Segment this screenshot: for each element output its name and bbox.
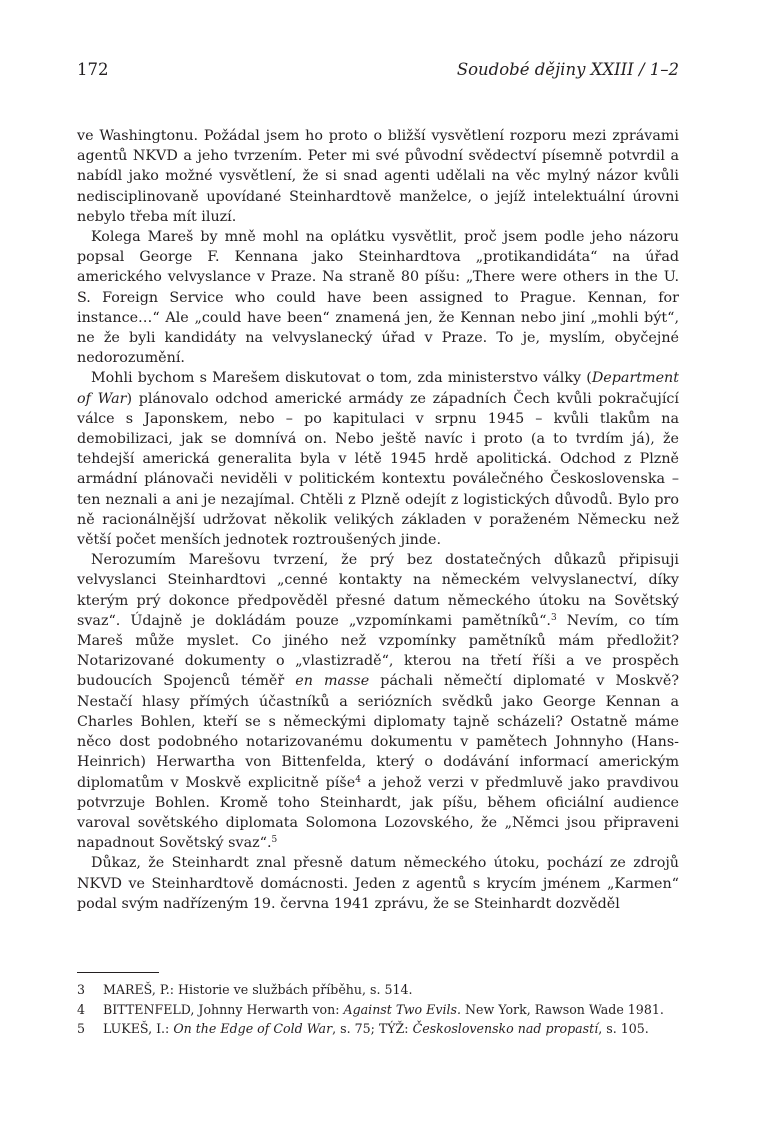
footnote-text: BITTENFELD, Johnny Herwarth von: [103,1001,344,1017]
footnote-italic-title: Against Two Evils. [343,1001,461,1017]
page-header [77,60,679,86]
footnote-3 [77,980,679,1000]
paragraph-5: Důkaz, že Steinhardt znal přesně datum německého útoku, pochází ze zdrojů NKVD ve Steinhardtově domácnosti. Jeden z agentů s krycím jménem „Karmen“ podal svým nadřízeným 19. června 1941 zprávu, že se Steinhardt dozvěděl [77,855,679,912]
page-number: 172 [77,60,109,79]
footnote-5 [77,1019,679,1039]
paragraph-3-italic: Department of War [77,370,679,407]
paragraph-4-part-c: páchali němečtí diplomaté v Moskvě? Nestačí hlasy přímých účastníků a seriózních svědků jako George Kennan a Charles Bohlen, kteří se s německými diplomaty tajně scházeli? Ostatně máme něco dost podobného notarizovanému dokumentu v pamětech Johnnyho (Hans-Heinrich) Herwartha von Bittenfelda, který o dodávání informací americkým diplomatům v Moskvě explicitně píše [77,673,679,791]
body-text [77,126,679,914]
paragraph-4 [77,550,679,853]
footnote-text-middle: , s. 75; TÝŽ: [332,1021,413,1036]
footnotes [77,980,679,1039]
footnote-italic-title-2: Československo nad propastí [412,1021,599,1036]
paragraph-3-part-b: ) plánovalo odchod americké armády ze západních Čech kvůli pokračující válce s Japonskem, nebo – po kapitulaci v srpnu 1945 – kvůli tlakům na demobilizaci, jak se domnívá on. Nebo ještě navíc i proto (a to tvrdím já), že tehdejší americká generalita byla v létě 1945 hrdě apolitická. Odchod z Plzně armádní plánovači neviděli v politickém kontextu poválečného Československa – ten neznali a ani je nezajímal. Chtěli z Plzně odejít z logistických důvodů. Bylo pro ně racionálnější udržovat několik velikých základen v poraženém Německu než větší počet menších jednotek roztroušených jinde. [77,390,679,549]
footnote-text: LUKEŠ, I.: [103,1021,174,1036]
paragraph-1: ve Washingtonu. Požádal jsem ho proto o bližší vysvětlení rozporu mezi zprávami agentů NKVD a jeho tvrzením. Peter mi své původní svědectví písemně potvrdil a nabídl jako možné vysvětlení, že si snad agenti udělali na věc mylný názor kvůli nedisciplinovaně upovídané Steinhardtově manželce, o jejíž intelektuální úrovni nebylo třeba mít iluzí. [77,128,679,225]
footnote-number: 4 [77,1001,86,1017]
paragraph-2: Kolega Mareš by mně mohl na oplátku vysvětlit, proč jsem podle jeho názoru popsal George F. Kennana jako Steinhardtova „protikandidáta“ na úřad amerického velvyslance v Praze. Na straně 80 píšu: „There were others in the U. S. Foreign Service who could have been assigned to Prague. Kennan, for instance…“ Ale „could have been“ znamená jen, že Kennan nebo jiní „mohli být“, ne že byli kandidáty na velvyslanecký úřad v Praze. To je, myslím, obyčejné nedorozumění. [77,229,679,367]
footnote-text: MAREŠ, P.: Historie ve službách příběhu, s. 514. [103,982,413,997]
paragraph-3 [77,368,679,550]
footnote-text-tail: , s. 105. [598,1021,649,1036]
paragraph-3-part-a: Mohli bychom s Marešem diskutovat o tom, zda ministerstvo války ( [91,370,592,387]
footnote-italic-title: On the Edge of Cold War [173,1021,333,1036]
footnote-ref-5[interactable]: 5 [271,835,278,846]
running-title: Soudobé dějiny XXIII / 1–2 [456,60,679,79]
paragraph-4-part-d: a jehož verzi v předmluvě jako pravdivou potvrzuje Bohlen. Kromě toho Steinhardt, jak píšu, během oficiální audience varoval sovětského diplomata Solomona Lozovského, že „Němci jsou připraveni napadnout Sovětský svaz“. [77,774,679,852]
footnote-text-tail: New York, Rawson Wade 1981. [460,1001,664,1017]
paragraph-4-italic: en masse [295,673,370,690]
footnote-number: 5 [77,1021,86,1036]
footnote-4 [77,1000,679,1020]
paragraph-4-part-b: Nevím, co tím Mareš může myslet. Co jiného než vzpomínky pamětníků mám předložit? Notarizované dokumenty o „vlastizradě“, kterou na třetí říši a ve prospěch budoucích Spojenců téměř [77,612,679,690]
footnote-number: 3 [77,982,86,997]
footnote-ref-4[interactable]: 4 [355,774,361,785]
footnote-ref-3[interactable]: 3 [550,612,557,623]
paragraph-4-part-a: Nerozumím Marešovu tvrzení, že prý bez dostatečných důkazů připisuji velvyslanci Steinhardtovi „cenné kontakty na německém velvyslanectví, díky kterým prý dokonce předpověděl přesné datum německého útoku na Sovětský svaz“. Údajně je dokládám pouze „vzpomínkami pamětníků“. [77,552,679,629]
footnote-divider [77,972,159,973]
